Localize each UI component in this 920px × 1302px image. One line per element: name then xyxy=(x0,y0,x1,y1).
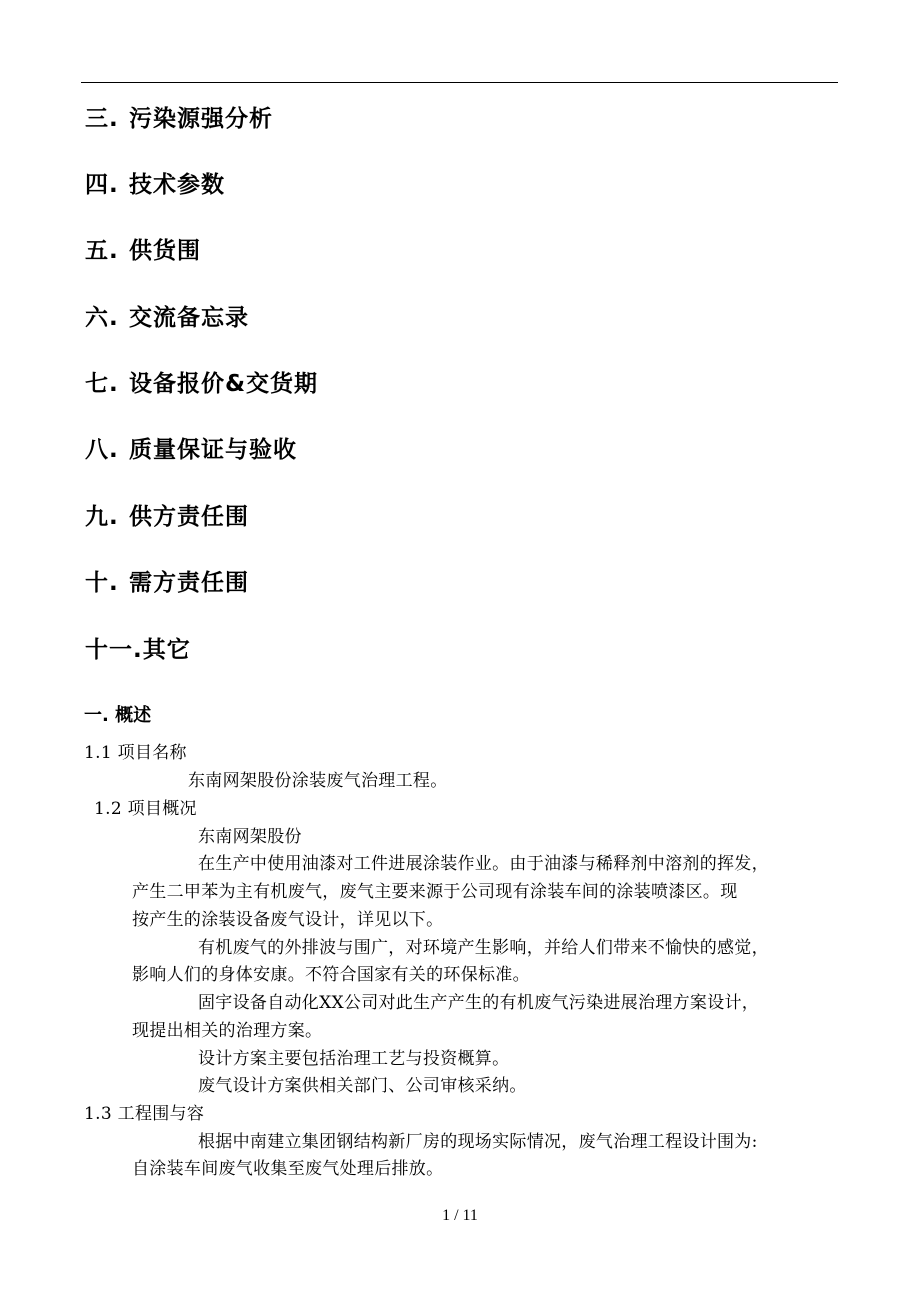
paragraph-line: 有机废气的外排波与围广，对环境产生影响，并给人们带来不愉快的感觉， xyxy=(198,938,769,958)
paragraph-line: 按产生的涂装设备废气设计，详见以下。 xyxy=(132,910,444,930)
toc-item-title: 质量保证与验收 xyxy=(129,437,297,463)
toc-item-number: 四. xyxy=(85,172,119,198)
paragraph-line: 影响人们的身体安康。不符合国家有关的环保标准。 xyxy=(132,965,530,985)
toc-item-title: 需方责任围 xyxy=(129,570,249,596)
paragraph-line: 在生产中使用油漆对工件进展涂装作业。由于油漆与稀释剂中溶剂的挥发， xyxy=(198,854,769,874)
paragraph-line: 现提出相关的治理方案。 xyxy=(132,1021,323,1041)
toc-item xyxy=(85,568,249,598)
paragraph-line: 自涂装车间废气收集至废气处理后排放。 xyxy=(132,1159,444,1179)
toc-item-title: 供货围 xyxy=(129,238,201,264)
toc-item xyxy=(85,303,249,333)
toc-item-title: 其它 xyxy=(142,637,191,663)
toc-item-number: 三. xyxy=(85,106,119,132)
section-heading: 一. 概述 xyxy=(84,705,152,726)
paragraph-line: 东南网架股份 xyxy=(198,827,302,847)
subsection-label: 1.2 项目概况 xyxy=(94,799,197,819)
toc-item xyxy=(85,104,273,134)
toc-item xyxy=(85,635,191,665)
toc-item-number: 七. xyxy=(85,371,119,397)
toc-item xyxy=(85,369,318,399)
toc-item-title: 污染源强分析 xyxy=(129,106,273,132)
toc-item-title: 交流备忘录 xyxy=(129,305,249,331)
toc-item-number: 十一. xyxy=(85,637,143,663)
subsection-label: 1.3 工程围与容 xyxy=(84,1104,205,1124)
paragraph-line: 根据中南建立集团钢结构新厂房的现场实际情况，废气治理工程设计围为: xyxy=(198,1132,758,1152)
paragraph-line: 产生二甲苯为主有机废气，废气主要来源于公司现有涂装车间的涂装喷漆区。现 xyxy=(132,882,738,902)
toc-item xyxy=(85,170,225,200)
subsection-label: 1.1 项目名称 xyxy=(84,743,187,763)
toc-item-number: 八. xyxy=(85,437,119,463)
toc-item-title: 设备报价&交货期 xyxy=(129,371,319,397)
toc-item-number: 六. xyxy=(85,305,119,331)
paragraph-line: 设计方案主要包括治理工艺与投资概算。 xyxy=(198,1049,510,1069)
toc-item-number: 五. xyxy=(85,238,119,264)
toc-item-title: 技术参数 xyxy=(129,172,225,198)
paragraph-line: 固宇设备自动化XX公司对此生产产生的有机废气污染进展治理方案设计， xyxy=(198,993,760,1013)
toc-item xyxy=(85,236,201,266)
toc-item-title: 供方责任围 xyxy=(129,504,249,530)
toc-item xyxy=(85,435,297,465)
project-name-text: 东南网架股份涂装废气治理工程。 xyxy=(188,771,448,791)
toc-item xyxy=(85,502,249,532)
toc-item-number: 九. xyxy=(85,504,119,530)
page-number: 1 / 11 xyxy=(442,1207,478,1224)
paragraph-line: 废气设计方案供相关部门、公司审核采纳。 xyxy=(198,1076,527,1096)
toc-item-number: 十. xyxy=(85,570,119,596)
header-rule xyxy=(81,82,838,83)
